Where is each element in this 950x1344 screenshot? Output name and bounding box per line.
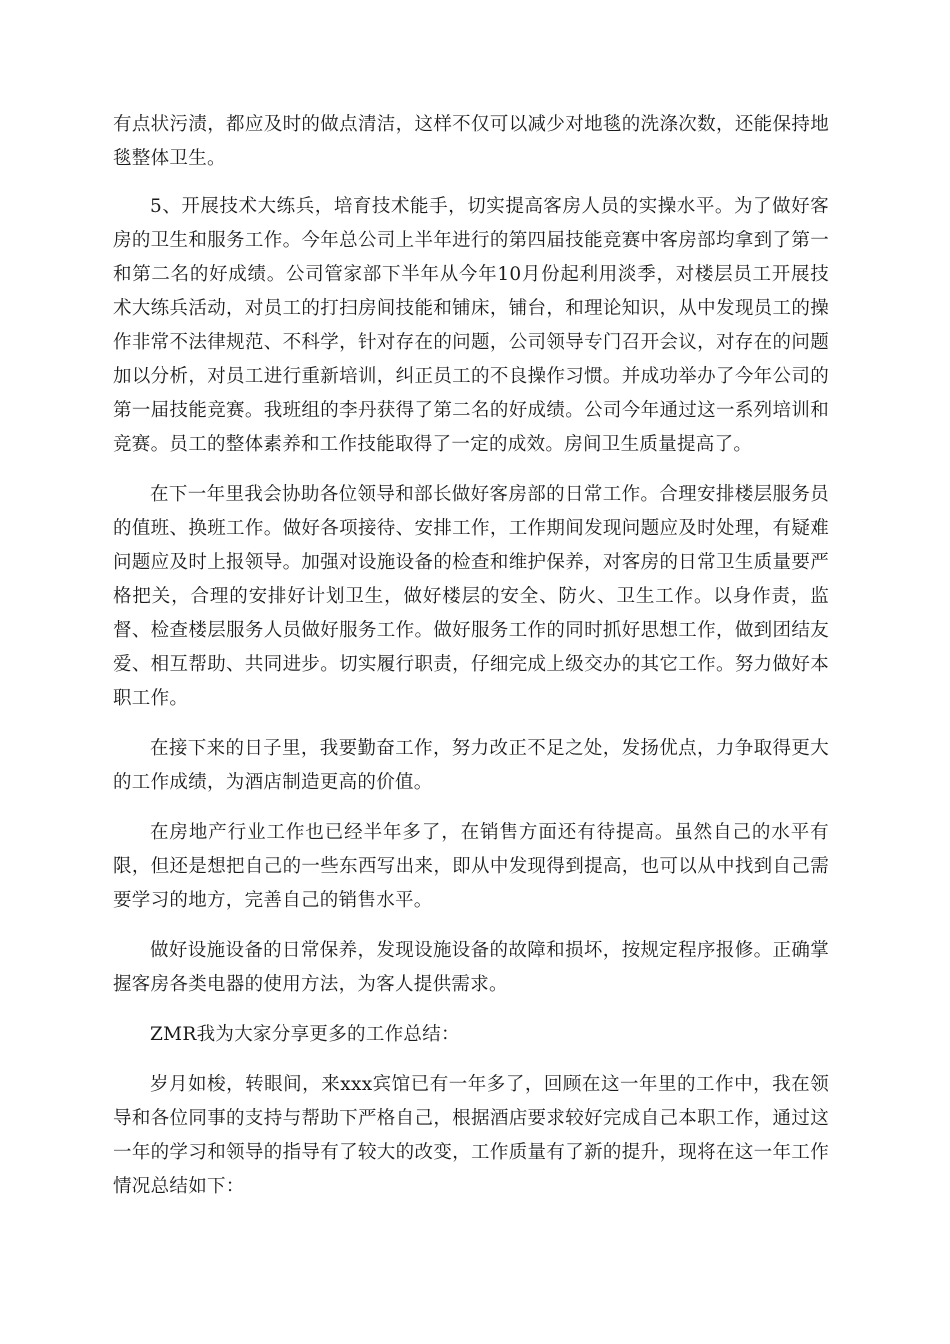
paragraph-future-effort: 在接下来的日子里，我要勤奋工作，努力改正不足之处，发扬优点，力争取得更大的工作成绩，为酒店制造更高的价值。	[113, 738, 829, 793]
paragraph-next-year-plan: 在下一年里我会协助各位领导和部长做好客房部的日常工作。合理安排楼层服务员的值班、换班工作。做好各项接待、安排工作，工作期间发现问题应及时处理，有疑难问题应及时上报领导。加强对设施设备的检查和维护保养，对客房的日常卫生质量要严格把关，合理的安排好计划卫生，做好楼层的安全、防火、卫生工作。以身作责，监督、检查楼层服务人员做好服务工作。做好服务工作的同时抓好思想工作，做到团结友爱、相互帮助、共同进步。切实履行职责，仔细完成上级交办的其它工作。努力做好本职工作。	[113, 484, 829, 709]
paragraph-equipment-maintenance: 做好设施设备的日常保养，发现设施设备的故障和损坏，按规定程序报修。正确掌握客房各类电器的使用方法，为客人提供需求。	[113, 940, 829, 995]
paragraph-year-review: 岁月如梭，转眼间，来xxx宾馆已有一年多了，回顾在这一年里的工作中，我在领导和各位同事的支持与帮助下严格自己，根据酒店要求较好完成自己本职工作，通过这一年的学习和领导的指导有了较大的改变，工作质量有了新的提升，现将在这一年工作情况总结如下：	[113, 1074, 829, 1197]
document-body	[113, 108, 829, 1220]
paragraph-continuation: 有点状污渍，都应及时的做点清洁，这样不仅可以减少对地毯的洗涤次数，还能保持地毯整体卫生。	[113, 114, 829, 169]
paragraph-real-estate: 在房地产行业工作也已经半年多了，在销售方面还有待提高。虽然自己的水平有限，但还是想把自己的一些东西写出来，即从中发现得到提高，也可以从中找到自己需要学习的地方，完善自己的销售水平。	[113, 822, 829, 911]
paragraph-share-intro: ZMR我为大家分享更多的工作总结：	[150, 1024, 460, 1045]
paragraph-skills-training: 5、开展技术大练兵，培育技术能手，切实提高客房人员的实操水平。为了做好客房的卫生和服务工作。今年总公司上半年进行的第四届技能竞赛中客房部均拿到了第一和第二名的好成绩。公司管家部下半年从今年10月份起利用淡季，对楼层员工开展技术大练兵活动，对员工的打扫房间技能和铺床，铺台，和理论知识，从中发现员工的操作非常不法律规范、不科学，针对存在的问题，公司领导专门召开会议，对存在的问题加以分析，对员工进行重新培训，纠正员工的不良操作习惯。并成功举办了今年公司的第一届技能竞赛。我班组的李丹获得了第二名的好成绩。公司今年通过这一系列培训和竞赛。员工的整体素养和工作技能取得了一定的成效。房间卫生质量提高了。	[113, 196, 829, 455]
